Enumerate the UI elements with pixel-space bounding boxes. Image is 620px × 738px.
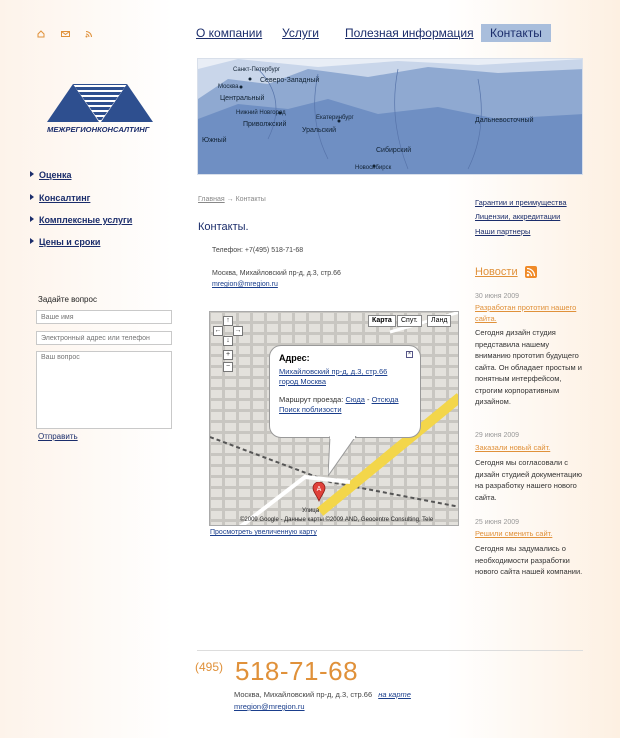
rss-icon[interactable]: [85, 30, 93, 38]
nav-about[interactable]: О компании: [196, 26, 263, 40]
popup-tail: [328, 436, 358, 478]
route-from-link[interactable]: Отсюда: [371, 395, 399, 404]
popup-address-link[interactable]: [279, 367, 411, 387]
zoom-out-icon[interactable]: −: [223, 362, 233, 372]
region-label: Санкт-Петербург: [233, 67, 281, 73]
menu-item-consulting[interactable]: Консалтинг: [30, 193, 90, 203]
company-logo[interactable]: [45, 82, 159, 134]
bullet-icon: [30, 238, 34, 244]
menu-item-evaluation[interactable]: Оценка: [30, 170, 71, 180]
menu-item-prices[interactable]: Цены и сроки: [30, 237, 100, 247]
regions-banner-map: [197, 58, 583, 175]
footer-address: [234, 690, 411, 699]
region-label: Дальневосточный: [475, 117, 534, 124]
nav-useful-info[interactable]: Полезная информация: [345, 26, 474, 40]
page-title: Контакты.: [198, 221, 249, 233]
breadcrumb: [198, 196, 266, 203]
region-label: Новосибирск: [355, 165, 392, 171]
popup-route: [279, 395, 411, 415]
news-headline[interactable]: Заказали новый сайт.: [475, 443, 551, 452]
bullet-icon: [30, 216, 34, 222]
name-input[interactable]: [36, 310, 172, 324]
link-guarantees[interactable]: Гарантии и преимущества: [475, 198, 567, 207]
view-bigger-map-link[interactable]: Просмотреть увеличенную карту: [210, 529, 317, 536]
breadcrumb-current: Контакты: [235, 196, 266, 203]
question-textarea[interactable]: [36, 351, 172, 429]
route-here-link[interactable]: Сюда: [345, 395, 365, 404]
home-icon[interactable]: [37, 30, 45, 38]
nearby-search-link[interactable]: Поиск поблизости: [279, 405, 342, 414]
link-partners[interactable]: Наши партнеры: [475, 227, 531, 236]
route-separator: -: [367, 395, 370, 404]
region-label: Южный: [202, 137, 227, 144]
news-text: Сегодня мы согласовали с дизайн студией документацию на разработку нашего нового сайта.: [475, 458, 583, 502]
map-type-map[interactable]: Карта: [368, 315, 396, 327]
region-label: Нижний Новгород: [236, 110, 286, 116]
contact-input[interactable]: [36, 331, 172, 345]
news-date: 30 июня 2009: [475, 293, 520, 300]
news-date: 29 июня 2009: [475, 432, 520, 439]
map-marker-label: A: [316, 486, 322, 493]
link-licenses[interactable]: Лицензии, аккредитации: [475, 212, 561, 221]
pan-right-icon[interactable]: →: [234, 327, 242, 334]
bullet-icon: [30, 194, 34, 200]
question-form-title: Задайте вопрос: [38, 295, 97, 304]
pan-up-icon[interactable]: ↑: [223, 316, 233, 326]
footer-map-link[interactable]: на карте: [378, 690, 411, 699]
bullet-icon: [30, 171, 34, 177]
breadcrumb-home[interactable]: Главная: [198, 196, 225, 203]
breadcrumb-separator: →: [226, 196, 234, 203]
region-label: Центральный: [220, 95, 265, 102]
news-text: Сегодня дизайн студия представила нашему вниманию прототип будущего сайта. Он обладает простым и понятным интерфейсом, строгим корпоративным дизайном.: [475, 328, 582, 406]
close-icon[interactable]: ×: [407, 351, 412, 357]
footer-divider: [197, 650, 583, 651]
footer-email-link[interactable]: mregion@mregion.ru: [234, 702, 305, 711]
pan-down-icon[interactable]: ↓: [223, 336, 233, 346]
news-date: 25 июня 2009: [475, 519, 520, 526]
region-label: Екатеринбург: [316, 115, 354, 121]
pan-left-icon[interactable]: ←: [214, 327, 222, 334]
logo-text: МЕЖРЕГИОНКОНСАЛТИНГ: [47, 125, 150, 134]
contact-address: Москва, Михайловский пр-д, д.3, стр.66: [212, 270, 341, 277]
map-type-terrain[interactable]: Ланд: [427, 315, 451, 327]
popup-address-line: Михайловский пр-д, д.3, стр.66: [279, 367, 388, 376]
map-type-satellite[interactable]: Спут.: [397, 315, 422, 327]
submit-link[interactable]: Отправить: [38, 432, 78, 441]
contact-phone: Телефон: +7(495) 518-71-68: [212, 247, 304, 254]
popup-city-line: город Москва: [279, 377, 326, 386]
rss-feed-icon[interactable]: [525, 266, 537, 278]
footer-phone: 518-71-68: [235, 656, 359, 686]
news-headline[interactable]: Решили сменить сайт.: [475, 529, 553, 538]
address-popup: [269, 345, 421, 438]
news-headline[interactable]: Разработан прототип нашего сайта.: [475, 303, 577, 323]
google-map[interactable]: [209, 311, 459, 526]
mail-icon[interactable]: [61, 30, 69, 38]
region-label: Москва: [218, 84, 239, 90]
region-label: Сибирский: [376, 147, 412, 154]
map-street-label: Улица: [302, 508, 320, 514]
popup-title: Адрес:: [279, 353, 310, 363]
news-text: Сегодня мы задумались о необходимости разработки нового сайта нашей компании.: [475, 544, 583, 576]
contact-email-link[interactable]: mregion@mregion.ru: [212, 281, 278, 288]
zoom-in-icon[interactable]: +: [223, 350, 233, 360]
map-copyright: ©2009 Google - Данные карты ©2009 AND, Geocentre Consulting, Tele: [240, 517, 434, 523]
menu-item-complex-services[interactable]: Комплексные услуги: [30, 215, 132, 225]
route-label: Маршрут проезда:: [279, 395, 344, 404]
footer-address-text: Москва, Михайловский пр-д, д.3, стр.66: [234, 690, 373, 699]
region-label: Северо-Западный: [260, 77, 320, 84]
region-label: Уральский: [302, 127, 337, 134]
nav-services[interactable]: Услуги: [282, 26, 319, 40]
region-label: Приволжский: [243, 121, 287, 128]
nav-contacts[interactable]: Контакты: [481, 24, 551, 42]
map-marker-icon[interactable]: [312, 482, 326, 502]
news-title[interactable]: Новости: [475, 266, 518, 278]
footer-phone-code: (495): [195, 660, 224, 674]
